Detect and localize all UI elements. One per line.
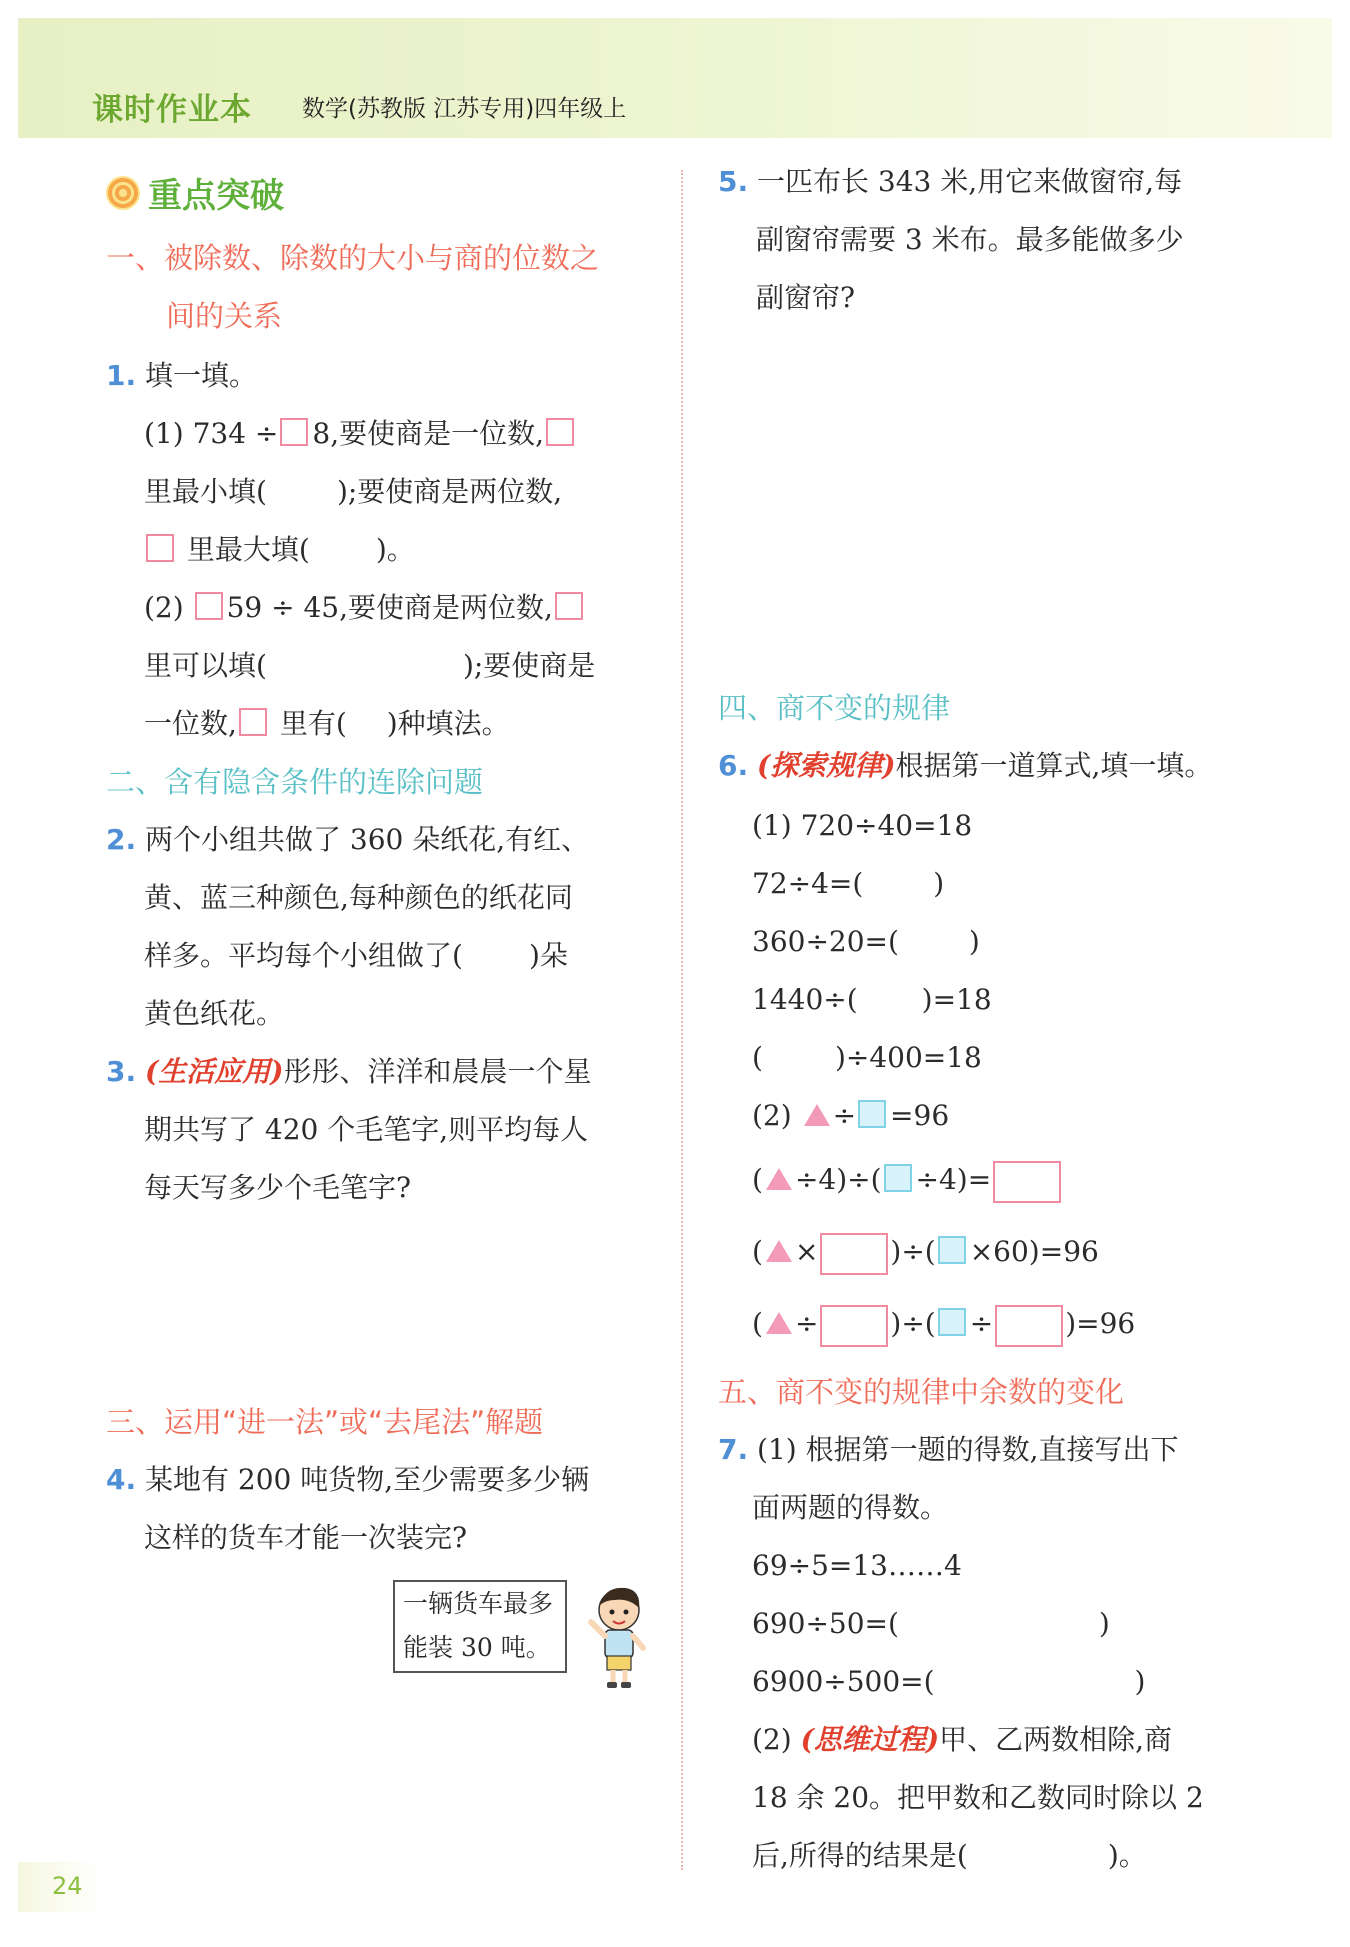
q6-eq4-b: )=18 bbox=[921, 983, 992, 1016]
q1-part2-line3 bbox=[144, 704, 510, 744]
q6-eq2 bbox=[752, 864, 944, 904]
q6-eq4-a: 1440÷( bbox=[752, 983, 858, 1016]
q1-p1-text-d: );要使商是两位数, bbox=[336, 475, 563, 508]
page-number: 24 bbox=[52, 1872, 83, 1900]
triangle-icon bbox=[766, 1168, 792, 1190]
q7-l5-b: )。 bbox=[1107, 1839, 1147, 1872]
q6-eq7-c: ÷4)= bbox=[915, 1163, 992, 1196]
q2-line2: 黄、蓝三种颜色,每种颜色的纸花同 bbox=[144, 881, 573, 914]
q1-p2-text-e: 一位数, bbox=[144, 707, 237, 740]
boy-illustration bbox=[585, 1582, 651, 1692]
q1-p2-text-d: );要使商是 bbox=[462, 649, 596, 682]
q1-p1-text-b: 8,要使商是一位数, bbox=[312, 417, 544, 450]
q5-number: 5. bbox=[718, 165, 749, 198]
q7-eq2-a: 690÷50=( bbox=[752, 1607, 899, 1640]
q6-eq4 bbox=[752, 980, 992, 1020]
q6-eq9-a: ( bbox=[752, 1307, 763, 1340]
q2-number: 2. bbox=[106, 823, 137, 856]
q6-eq9-d: ÷ bbox=[969, 1307, 994, 1340]
blank-square[interactable] bbox=[239, 708, 267, 736]
q6-eq3-b: ) bbox=[968, 925, 980, 958]
answer-box[interactable] bbox=[993, 1161, 1061, 1203]
q7-text-1: (1) 根据第一题的得数,直接写出下 bbox=[757, 1433, 1179, 1466]
section-1-heading-cont: 间的关系 bbox=[166, 299, 283, 333]
q1-p2-text-c: 里可以填( bbox=[144, 649, 267, 682]
section-4-heading: 四、商不变的规律 bbox=[718, 691, 951, 725]
q6-eq8-c: )÷( bbox=[890, 1235, 936, 1268]
q1-part2-line2 bbox=[144, 646, 595, 686]
q1-p2-text-a: (2) bbox=[144, 591, 184, 624]
square-icon bbox=[858, 1100, 886, 1128]
q6-eq8 bbox=[752, 1232, 1099, 1275]
q1-p2-text-b: 59 ÷ 45,要使商是两位数, bbox=[226, 591, 553, 624]
q1-p2-text-g: )种填法。 bbox=[386, 707, 510, 740]
q6-eq7 bbox=[752, 1160, 1063, 1203]
q7-eq2 bbox=[752, 1604, 1110, 1644]
q6-eq8-d: ×60)=96 bbox=[969, 1235, 1099, 1268]
q2-line3 bbox=[144, 936, 568, 976]
q1-p1-text-f: )。 bbox=[375, 533, 415, 566]
target-icon bbox=[106, 176, 140, 210]
column-divider bbox=[681, 170, 683, 1870]
q3-tag: (生活应用) bbox=[145, 1055, 284, 1088]
q6-eq9-b: ÷ bbox=[794, 1307, 819, 1340]
q6-eq9-e: )=96 bbox=[1065, 1307, 1136, 1340]
q6-title: 根据第一道算式,填一填。 bbox=[895, 749, 1213, 782]
q4-number: 4. bbox=[106, 1463, 137, 1496]
q7-eq2-b: ) bbox=[1098, 1607, 1110, 1640]
book-subtitle: 数学(苏教版 江苏专用)四年级上 bbox=[302, 96, 627, 122]
q2-text-1: 两个小组共做了 360 朵纸花,有红、 bbox=[145, 823, 590, 856]
focus-title: 重点突破 bbox=[148, 176, 284, 216]
answer-box[interactable] bbox=[995, 1305, 1063, 1347]
q3-text-1: 彤彤、洋洋和晨晨一个星 bbox=[283, 1055, 592, 1088]
bubble-text-1: 一辆货车最多 bbox=[403, 1589, 554, 1618]
q6-eq6-a: (2) bbox=[752, 1099, 792, 1132]
blank-square[interactable] bbox=[280, 418, 308, 446]
q3-line3: 每天写多少个毛笔字? bbox=[144, 1171, 412, 1204]
q1-title-line bbox=[106, 356, 257, 396]
q1-title: 填一填。 bbox=[145, 359, 258, 392]
q5-line2: 副窗帘需要 3 米布。最多能做多少 bbox=[756, 223, 1184, 256]
q6-eq5-b: )÷400=18 bbox=[834, 1041, 982, 1074]
q5-line3: 副窗帘? bbox=[756, 281, 856, 314]
q6-eq5-a: ( bbox=[752, 1041, 763, 1074]
q5-line1 bbox=[718, 162, 1182, 202]
q4-text-1: 某地有 200 吨货物,至少需要多少辆 bbox=[145, 1463, 590, 1496]
q7-line1 bbox=[718, 1430, 1179, 1470]
q2-text-3a: 样多。平均每个小组做了( bbox=[144, 939, 463, 972]
q7-part2-line3 bbox=[752, 1836, 1147, 1876]
q4-line1 bbox=[106, 1460, 589, 1500]
q7-eq3-a: 6900÷500=( bbox=[752, 1665, 935, 1698]
q7-part2-line2: 18 余 20。把甲数和乙数同时除以 2 bbox=[752, 1781, 1204, 1814]
square-icon bbox=[938, 1236, 966, 1264]
q2-text-3b: )朵 bbox=[528, 939, 568, 972]
square-icon bbox=[938, 1308, 966, 1336]
blank-square[interactable] bbox=[146, 534, 174, 562]
blank-square[interactable] bbox=[195, 592, 223, 620]
q1-part1-line1 bbox=[144, 414, 578, 454]
q7-eq3 bbox=[752, 1662, 1145, 1702]
q6-eq1: (1) 720÷40=18 bbox=[752, 809, 973, 842]
q1-p1-text-e: 里最大填( bbox=[186, 533, 310, 566]
q7-l5-a: 后,所得的结果是( bbox=[752, 1839, 968, 1872]
q6-eq7-a: ( bbox=[752, 1163, 763, 1196]
q6-eq9-c: )÷( bbox=[890, 1307, 936, 1340]
blank-square[interactable] bbox=[555, 592, 583, 620]
q1-p1-text-a: (1) 734 ÷ bbox=[144, 417, 279, 450]
answer-box[interactable] bbox=[820, 1305, 888, 1347]
q3-line2: 期共写了 420 个毛笔字,则平均每人 bbox=[144, 1113, 589, 1146]
q6-eq2-a: 72÷4=( bbox=[752, 867, 864, 900]
q1-part1-line3 bbox=[144, 530, 415, 570]
brand-title: 课时作业本 bbox=[92, 92, 252, 128]
bubble-text-2: 能装 30 吨。 bbox=[403, 1633, 551, 1662]
q5-text-1: 一匹布长 343 米,用它来做窗帘,每 bbox=[757, 165, 1183, 198]
q7-tag: (思维过程) bbox=[800, 1723, 940, 1756]
section-1-heading: 一、被除数、除数的大小与商的位数之 bbox=[106, 241, 600, 275]
q7-eq1: 69÷5=13……4 bbox=[752, 1549, 962, 1582]
q1-p2-text-f: 里有( bbox=[279, 707, 347, 740]
q1-p1-text-c: 里最小填( bbox=[144, 475, 267, 508]
q1-part2-line1 bbox=[144, 588, 587, 628]
section-3-heading: 三、运用“进一法”或“去尾法”解题 bbox=[106, 1405, 544, 1439]
triangle-icon bbox=[766, 1312, 792, 1334]
q7-p2-b: 甲、乙两数相除,商 bbox=[939, 1723, 1172, 1756]
q2-line1 bbox=[106, 820, 589, 860]
q3-line1 bbox=[106, 1052, 592, 1092]
q6-eq3-a: 360÷20=( bbox=[752, 925, 899, 958]
q3-number: 3. bbox=[106, 1055, 137, 1088]
q7-line2: 面两题的得数。 bbox=[752, 1491, 949, 1524]
q6-eq6 bbox=[752, 1096, 949, 1136]
speech-bubble bbox=[393, 1580, 567, 1673]
answer-box[interactable] bbox=[820, 1233, 888, 1275]
q6-eq7-b: ÷4)÷( bbox=[794, 1163, 882, 1196]
triangle-icon bbox=[804, 1104, 830, 1126]
section-5-heading: 五、商不变的规律中余数的变化 bbox=[718, 1375, 1125, 1409]
q6-number: 6. bbox=[718, 749, 749, 782]
q1-part1-line2 bbox=[144, 472, 562, 512]
q6-tag: (探索规律) bbox=[757, 749, 896, 782]
triangle-icon bbox=[766, 1240, 792, 1262]
q7-number: 7. bbox=[718, 1433, 749, 1466]
blank-square[interactable] bbox=[546, 418, 574, 446]
q2-line4: 黄色纸花。 bbox=[144, 997, 285, 1030]
q1-number: 1. bbox=[106, 359, 137, 392]
q4-line2: 这样的货车才能一次装完? bbox=[144, 1521, 468, 1554]
q7-part2-line1 bbox=[752, 1720, 1172, 1760]
q6-eq3 bbox=[752, 922, 980, 962]
q6-eq5 bbox=[752, 1038, 982, 1078]
q6-eq6-b: ÷ bbox=[832, 1099, 857, 1132]
q6-eq2-b: ) bbox=[933, 867, 945, 900]
q6-eq8-a: ( bbox=[752, 1235, 763, 1268]
section-2-heading: 二、含有隐含条件的连除问题 bbox=[106, 765, 484, 799]
q6-eq8-b: × bbox=[794, 1235, 819, 1268]
q6-eq9 bbox=[752, 1304, 1135, 1347]
square-icon bbox=[884, 1164, 912, 1192]
q7-eq3-b: ) bbox=[1134, 1665, 1146, 1698]
q6-eq6-c: =96 bbox=[890, 1099, 950, 1132]
q6-title-line bbox=[718, 746, 1212, 786]
q7-p2-a: (2) bbox=[752, 1723, 792, 1756]
